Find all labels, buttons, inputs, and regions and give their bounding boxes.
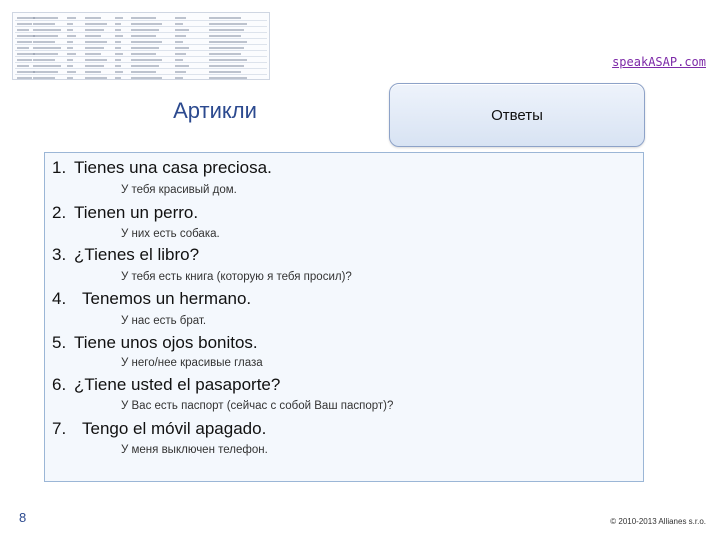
thumbnail-cell [33, 35, 58, 37]
answers-button-label: Ответы [491, 106, 543, 124]
thumbnail-row [15, 68, 267, 69]
item-text: Tenemos un hermano. [82, 289, 252, 308]
thumbnail-cell [115, 35, 123, 37]
item-number: 5. [52, 333, 67, 352]
thumbnail-row [15, 20, 267, 21]
thumbnail-cell [175, 29, 189, 31]
slide-title: Артикли [173, 98, 257, 123]
thumbnail-cell [115, 71, 123, 73]
thumbnail-cell [115, 23, 121, 25]
thumbnail-cell [33, 65, 61, 67]
thumbnail-cell [115, 47, 121, 49]
thumbnail-cell [209, 65, 244, 67]
answers-button[interactable] [389, 83, 645, 147]
thumbnail-cell [67, 59, 73, 61]
thumbnail-cell [33, 41, 55, 43]
item-text: Tengo el móvil apagado. [82, 419, 267, 438]
thumbnail-cell [209, 35, 241, 37]
thumbnail-cell [175, 59, 183, 61]
item-translation: У Вас есть паспорт (сейчас с собой Ваш паспорт)? [121, 400, 394, 412]
thumbnail-cell [175, 53, 186, 55]
thumbnail-cell [17, 77, 32, 79]
item-number: 3. [52, 245, 67, 264]
thumbnail-cell [209, 53, 241, 55]
item-number: 7. [52, 419, 67, 438]
thumbnail-cell [85, 29, 104, 31]
exercise-item [52, 245, 199, 265]
thumbnail-cell [67, 47, 73, 49]
item-text: ¿Tienes el libro? [74, 245, 200, 264]
item-translation: У меня выключен телефон. [121, 444, 268, 456]
thumbnail-cell [131, 17, 156, 19]
thumbnail-cell [131, 77, 162, 79]
thumbnail-cell [67, 53, 76, 55]
thumbnail-cell [131, 59, 162, 61]
thumbnail-cell [209, 77, 247, 79]
thumbnail-cell [209, 23, 247, 25]
thumbnail-row [15, 26, 267, 27]
thumbnail-cell [115, 65, 121, 67]
thumbnail-cell [175, 71, 186, 73]
thumbnail-cell [131, 29, 159, 31]
thumbnail-cell [131, 23, 162, 25]
thumbnail-cell [131, 35, 156, 37]
thumbnail-row [15, 50, 267, 51]
item-text: Tienen un perro. [74, 203, 199, 222]
thumbnail-cell [17, 59, 32, 61]
thumbnail-row [15, 44, 267, 45]
thumbnail-cell [33, 29, 61, 31]
copyright: © 2010-2013 Allianes s.r.o. [610, 517, 706, 526]
item-translation: У тебя есть книга (которую я тебя просил)? [121, 271, 352, 283]
exercise-item [52, 333, 258, 353]
thumbnail-cell [17, 41, 32, 43]
thumbnail-cell [67, 17, 76, 19]
thumbnail-cell [175, 17, 186, 19]
thumbnail-cell [85, 17, 101, 19]
item-text: Tiene unos ojos bonitos. [74, 333, 258, 352]
item-translation: У тебя красивый дом. [121, 184, 237, 196]
thumbnail-cell [209, 41, 247, 43]
thumbnail-cell [33, 53, 58, 55]
item-translation: У них есть собака. [121, 228, 220, 240]
item-text: Tienes una casa preciosa. [74, 158, 272, 177]
thumbnail-cell [131, 47, 159, 49]
item-number: 6. [52, 375, 67, 394]
thumbnail-cell [115, 53, 123, 55]
thumbnail-cell [33, 59, 55, 61]
thumbnail-cell [115, 77, 121, 79]
thumbnail-cell [131, 53, 156, 55]
page-number: 8 [19, 510, 27, 525]
thumbnail-cell [209, 59, 247, 61]
thumbnail-cell [33, 23, 55, 25]
thumbnail-row [15, 56, 267, 57]
thumbnail-cell [85, 41, 107, 43]
thumbnail-cell [115, 59, 121, 61]
thumbnail-cell [175, 65, 189, 67]
thumbnail-cell [33, 47, 61, 49]
thumbnail-cell [131, 65, 159, 67]
thumbnail-cell [85, 47, 104, 49]
thumbnail-row [15, 74, 267, 75]
thumbnail-cell [115, 41, 121, 43]
thumbnail-row [15, 32, 267, 33]
thumbnail-cell [17, 23, 32, 25]
thumbnail-cell [175, 77, 183, 79]
item-number: 1. [52, 158, 67, 177]
thumbnail-cell [67, 71, 76, 73]
thumbnail-cell [175, 47, 189, 49]
exercise-item [52, 289, 251, 309]
thumbnail-cell [67, 65, 73, 67]
thumbnail-cell [85, 71, 101, 73]
thumbnail-cell [17, 29, 29, 31]
thumbnail-cell [131, 41, 162, 43]
thumbnail-cell [115, 29, 121, 31]
thumbnail-cell [85, 23, 107, 25]
thumbnail-cell [67, 29, 73, 31]
thumbnail-cell [33, 71, 58, 73]
thumbnail-cell [85, 65, 104, 67]
thumbnail-cell [175, 23, 183, 25]
item-translation: У него/нее красивые глаза [121, 357, 263, 369]
thumbnail-cell [17, 47, 29, 49]
exercise-item [52, 203, 198, 223]
item-text: ¿Tiene usted el pasaporte? [74, 375, 281, 394]
thumbnail-row [15, 38, 267, 39]
thumbnail-cell [209, 71, 241, 73]
thumbnail-cell [85, 35, 101, 37]
thumbnail-cell [85, 53, 101, 55]
item-translation: У нас есть брат. [121, 315, 207, 327]
exercise-item [52, 158, 272, 178]
thumbnail-cell [67, 35, 76, 37]
thumbnail-cell [209, 29, 244, 31]
thumbnail-cell [175, 41, 183, 43]
thumbnail-cell [67, 41, 73, 43]
thumbnail-cell [67, 23, 73, 25]
thumbnail-cell [115, 17, 123, 19]
item-number: 4. [52, 289, 67, 308]
thumbnail-cell [33, 17, 58, 19]
site-link[interactable]: speakASAP.com [612, 55, 706, 69]
thumbnail-cell [33, 77, 55, 79]
thumbnail-cell [85, 77, 107, 79]
thumbnail-cell [17, 65, 29, 67]
thumbnail-cell [175, 35, 186, 37]
thumbnail-cell [67, 77, 73, 79]
thumbnail-cell [85, 59, 107, 61]
item-number: 2. [52, 203, 67, 222]
thumbnail-cell [209, 17, 241, 19]
exercise-item [52, 375, 280, 395]
thumbnail-row [15, 62, 267, 63]
table-thumbnail [12, 12, 270, 80]
thumbnail-cell [209, 47, 244, 49]
thumbnail-cell [131, 71, 156, 73]
exercise-item [52, 419, 266, 439]
